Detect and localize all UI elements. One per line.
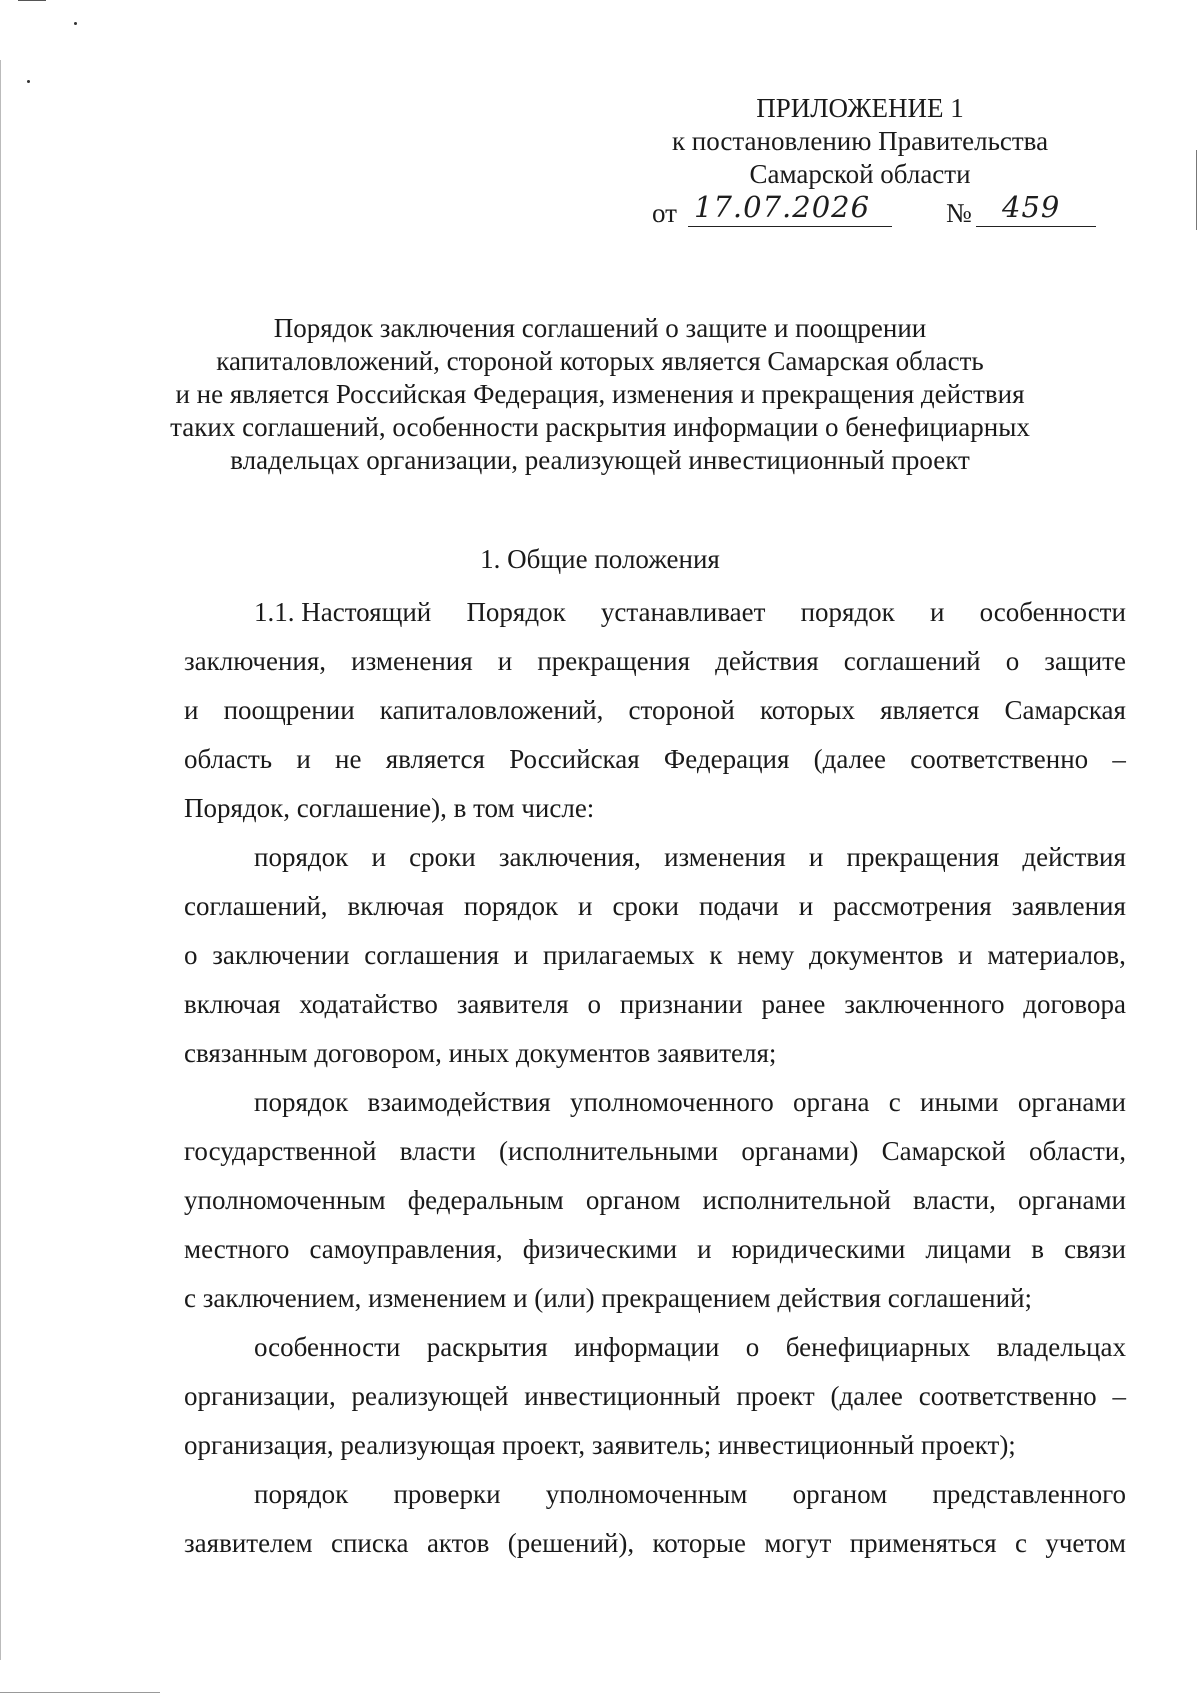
body-word: изменения: [664, 842, 786, 872]
body-word: ходатайство: [299, 989, 438, 1019]
body-word: договора: [1023, 989, 1126, 1019]
body-word: уполномоченным: [184, 1185, 386, 1215]
body-word: (решений),: [507, 1528, 635, 1558]
body-word: и: [958, 940, 973, 970]
body-word: Российская: [509, 744, 640, 774]
body-word: особенности: [254, 1332, 401, 1362]
body-word: в: [1031, 1234, 1045, 1264]
body-word: соглашения: [364, 940, 500, 970]
appendix-resolution-line: к постановлению Правительства: [671, 126, 1049, 156]
body-word: заявления: [1011, 891, 1126, 921]
body-word: органа: [793, 1087, 870, 1117]
appendix-title: ПРИЛОЖЕНИЕ 1: [756, 93, 964, 123]
body-word: заявителя: [456, 989, 569, 1019]
body-word: прекращения: [537, 646, 690, 676]
body-word: порядок: [254, 842, 349, 872]
body-word: заключении: [212, 940, 350, 970]
body-word: учетом: [1045, 1528, 1126, 1558]
body-word: Самарская: [1004, 695, 1126, 725]
body-word: самоуправления,: [309, 1234, 503, 1264]
body-word: Порядок, соглашение), в том числе:: [184, 793, 595, 823]
body-word: –: [1112, 744, 1126, 774]
body-word: заключения,: [184, 646, 327, 676]
body-word: заключенного: [844, 989, 1005, 1019]
body-word: соглашений: [843, 646, 981, 676]
body-word: заключения,: [498, 842, 641, 872]
body-word: и: [296, 744, 311, 774]
body-line: [184, 1078, 1126, 1127]
body-word: информации: [574, 1332, 720, 1362]
body-word: и: [371, 842, 386, 872]
scan-edge-right: [1196, 150, 1197, 230]
body-word: лицами: [925, 1234, 1012, 1264]
body-word: о: [587, 989, 601, 1019]
body-word: власти,: [913, 1185, 996, 1215]
body-word: сроки: [612, 891, 679, 921]
body-word: области,: [1028, 1136, 1126, 1166]
body-line: [184, 686, 1126, 735]
body-word: и: [798, 891, 814, 921]
body-word: и: [578, 891, 593, 921]
body-word: 1.1. Настоящий: [254, 597, 432, 627]
body-word: которых: [760, 695, 855, 725]
body-word: область: [184, 744, 273, 774]
body-word: и: [184, 695, 199, 725]
body-word: с: [1014, 1528, 1027, 1558]
body-line: [184, 1127, 1126, 1176]
section-heading: 1. Общие положения: [480, 544, 720, 574]
body-word: стороной: [628, 695, 735, 725]
body-word: признании: [619, 989, 743, 1019]
body-word: органами): [741, 1136, 859, 1166]
body-word: местного: [184, 1234, 290, 1264]
body-word: порядок: [463, 891, 559, 921]
body-word: бенефициарных: [785, 1332, 971, 1362]
body-word: ранее: [761, 989, 826, 1019]
body-word: федеральным: [407, 1185, 564, 1215]
body-word: документов: [809, 940, 944, 970]
body-word: организация, реализующая проект, заявитель; инвестиционный проект);: [184, 1430, 1016, 1460]
body-word: порядок: [254, 1479, 349, 1509]
body-word: устанавливает: [600, 597, 766, 627]
body-word: поощрении: [223, 695, 355, 725]
body-word: организации,: [184, 1381, 336, 1411]
title-line: и не является Российская Федерация, изменения и прекращения действия: [175, 379, 1025, 409]
body-line: [184, 833, 1126, 882]
body-word: прилагаемых: [543, 940, 695, 970]
appendix-region-line: Самарской области: [749, 159, 971, 189]
body-line: [184, 980, 1126, 1029]
body-word: действия: [715, 646, 819, 676]
body-word: (далее: [830, 1381, 903, 1411]
body-word: является: [880, 695, 980, 725]
body-line: [184, 1225, 1126, 1274]
title-line: владельцах организации, реализующей инвестиционный проект: [230, 445, 970, 475]
body-line: [184, 931, 1126, 980]
body-word: защите: [1044, 646, 1126, 676]
body-word: Федерация: [663, 744, 790, 774]
body-word: включая: [347, 891, 444, 921]
body-word: и: [808, 842, 824, 872]
body-word: реализующей: [351, 1381, 509, 1411]
body-word: могут: [764, 1528, 832, 1558]
title-line: таких соглашений, особенности раскрытия информации о бенефициарных: [170, 412, 1030, 442]
scan-speck: [27, 80, 30, 83]
body-line: [184, 1421, 1126, 1470]
body-word: связанным договором, иных документов заявителя;: [184, 1038, 777, 1068]
handwritten-number: 459: [1002, 190, 1061, 224]
body-line: [184, 1274, 1126, 1323]
body-word: изменения: [351, 646, 473, 676]
appendix-header: [640, 92, 1080, 191]
body-word: особенности: [979, 597, 1126, 627]
body-word: является: [385, 744, 485, 774]
body-word: государственной: [184, 1136, 377, 1166]
body-word: органами: [1017, 1185, 1126, 1215]
body-word: не: [335, 744, 362, 774]
body-word: действия: [1022, 842, 1126, 872]
body-word: о: [1005, 646, 1020, 676]
body-line: [184, 637, 1126, 686]
body-word: материалов,: [987, 940, 1126, 970]
body-word: и: [929, 597, 945, 627]
number-label: №: [946, 198, 972, 228]
body-word: о: [184, 940, 198, 970]
body-word: которые: [652, 1528, 746, 1558]
body-word: соответственно: [918, 1381, 1097, 1411]
body-word: соответственно: [910, 744, 1089, 774]
body-word: исполнительной: [702, 1185, 891, 1215]
body-word: заявителем: [184, 1528, 313, 1558]
body-line: [184, 735, 1126, 784]
body-word: прекращения: [846, 842, 1000, 872]
document-body: [184, 588, 1126, 1568]
body-word: –: [1112, 1381, 1126, 1411]
handwritten-date: 17.07.2026: [694, 190, 871, 224]
body-word: о: [745, 1332, 760, 1362]
body-word: с заключением, изменением и (или) прекращением действия соглашений;: [184, 1283, 1033, 1313]
number-underline: [976, 226, 1096, 227]
body-word: инвестиционный: [524, 1381, 721, 1411]
body-word: взаимодействия: [367, 1087, 551, 1117]
date-underline: [688, 226, 892, 227]
body-word: и: [513, 940, 529, 970]
body-word: капиталовложений,: [379, 695, 604, 725]
scan-edge-left: [0, 60, 1, 1660]
body-line: [184, 1323, 1126, 1372]
body-word: органом: [585, 1185, 681, 1215]
body-word: и: [497, 646, 513, 676]
body-line: [184, 882, 1126, 931]
body-line: [184, 1519, 1126, 1568]
body-word: нему: [737, 940, 795, 970]
body-word: (исполнительными: [499, 1136, 719, 1166]
body-word: органами: [1017, 1087, 1126, 1117]
body-word: представленного: [932, 1479, 1126, 1509]
body-line: [184, 1176, 1126, 1225]
appendix-date-number: [652, 190, 1102, 230]
body-word: власти: [399, 1136, 476, 1166]
body-word: списка: [330, 1528, 409, 1558]
body-word: уполномоченным: [545, 1479, 748, 1509]
body-word: физическими: [522, 1234, 678, 1264]
scan-speck: [74, 22, 77, 25]
body-word: связи: [1064, 1234, 1126, 1264]
body-word: соглашений,: [184, 891, 328, 921]
body-word: подачи: [698, 891, 779, 921]
body-word: уполномоченного: [570, 1087, 774, 1117]
body-word: владельцах: [996, 1332, 1126, 1362]
body-word: Порядок: [466, 597, 566, 627]
body-word: сроки: [409, 842, 476, 872]
document-title: [150, 312, 1050, 477]
body-word: иными: [920, 1087, 999, 1117]
body-line: [184, 1029, 1126, 1078]
body-word: органом: [792, 1479, 888, 1509]
body-word: включая: [184, 989, 281, 1019]
body-word: применяться: [849, 1528, 997, 1558]
body-line: [184, 588, 1126, 637]
body-word: актов: [426, 1528, 490, 1558]
title-line: капиталовложений, стороной которых является Самарская область: [216, 346, 984, 376]
body-word: порядок: [800, 597, 895, 627]
body-word: проект: [736, 1381, 815, 1411]
body-line: [184, 784, 1126, 833]
body-word: к: [709, 940, 723, 970]
body-line: [184, 1470, 1126, 1519]
title-line: Порядок заключения соглашений о защите и поощрении: [273, 313, 927, 343]
scan-edge-bottom: [0, 1692, 160, 1693]
body-word: с: [888, 1087, 901, 1117]
body-word: и: [697, 1234, 712, 1264]
body-word: юридическими: [731, 1234, 906, 1264]
body-word: раскрытия: [426, 1332, 548, 1362]
body-word: порядок: [254, 1087, 349, 1117]
body-word: Самарской: [881, 1136, 1006, 1166]
scan-edge-top: [18, 0, 46, 1]
body-word: (далее: [813, 744, 887, 774]
date-from-label: от: [652, 198, 677, 228]
body-line: [184, 1372, 1126, 1421]
body-word: рассмотрения: [833, 891, 992, 921]
body-word: проверки: [393, 1479, 501, 1509]
